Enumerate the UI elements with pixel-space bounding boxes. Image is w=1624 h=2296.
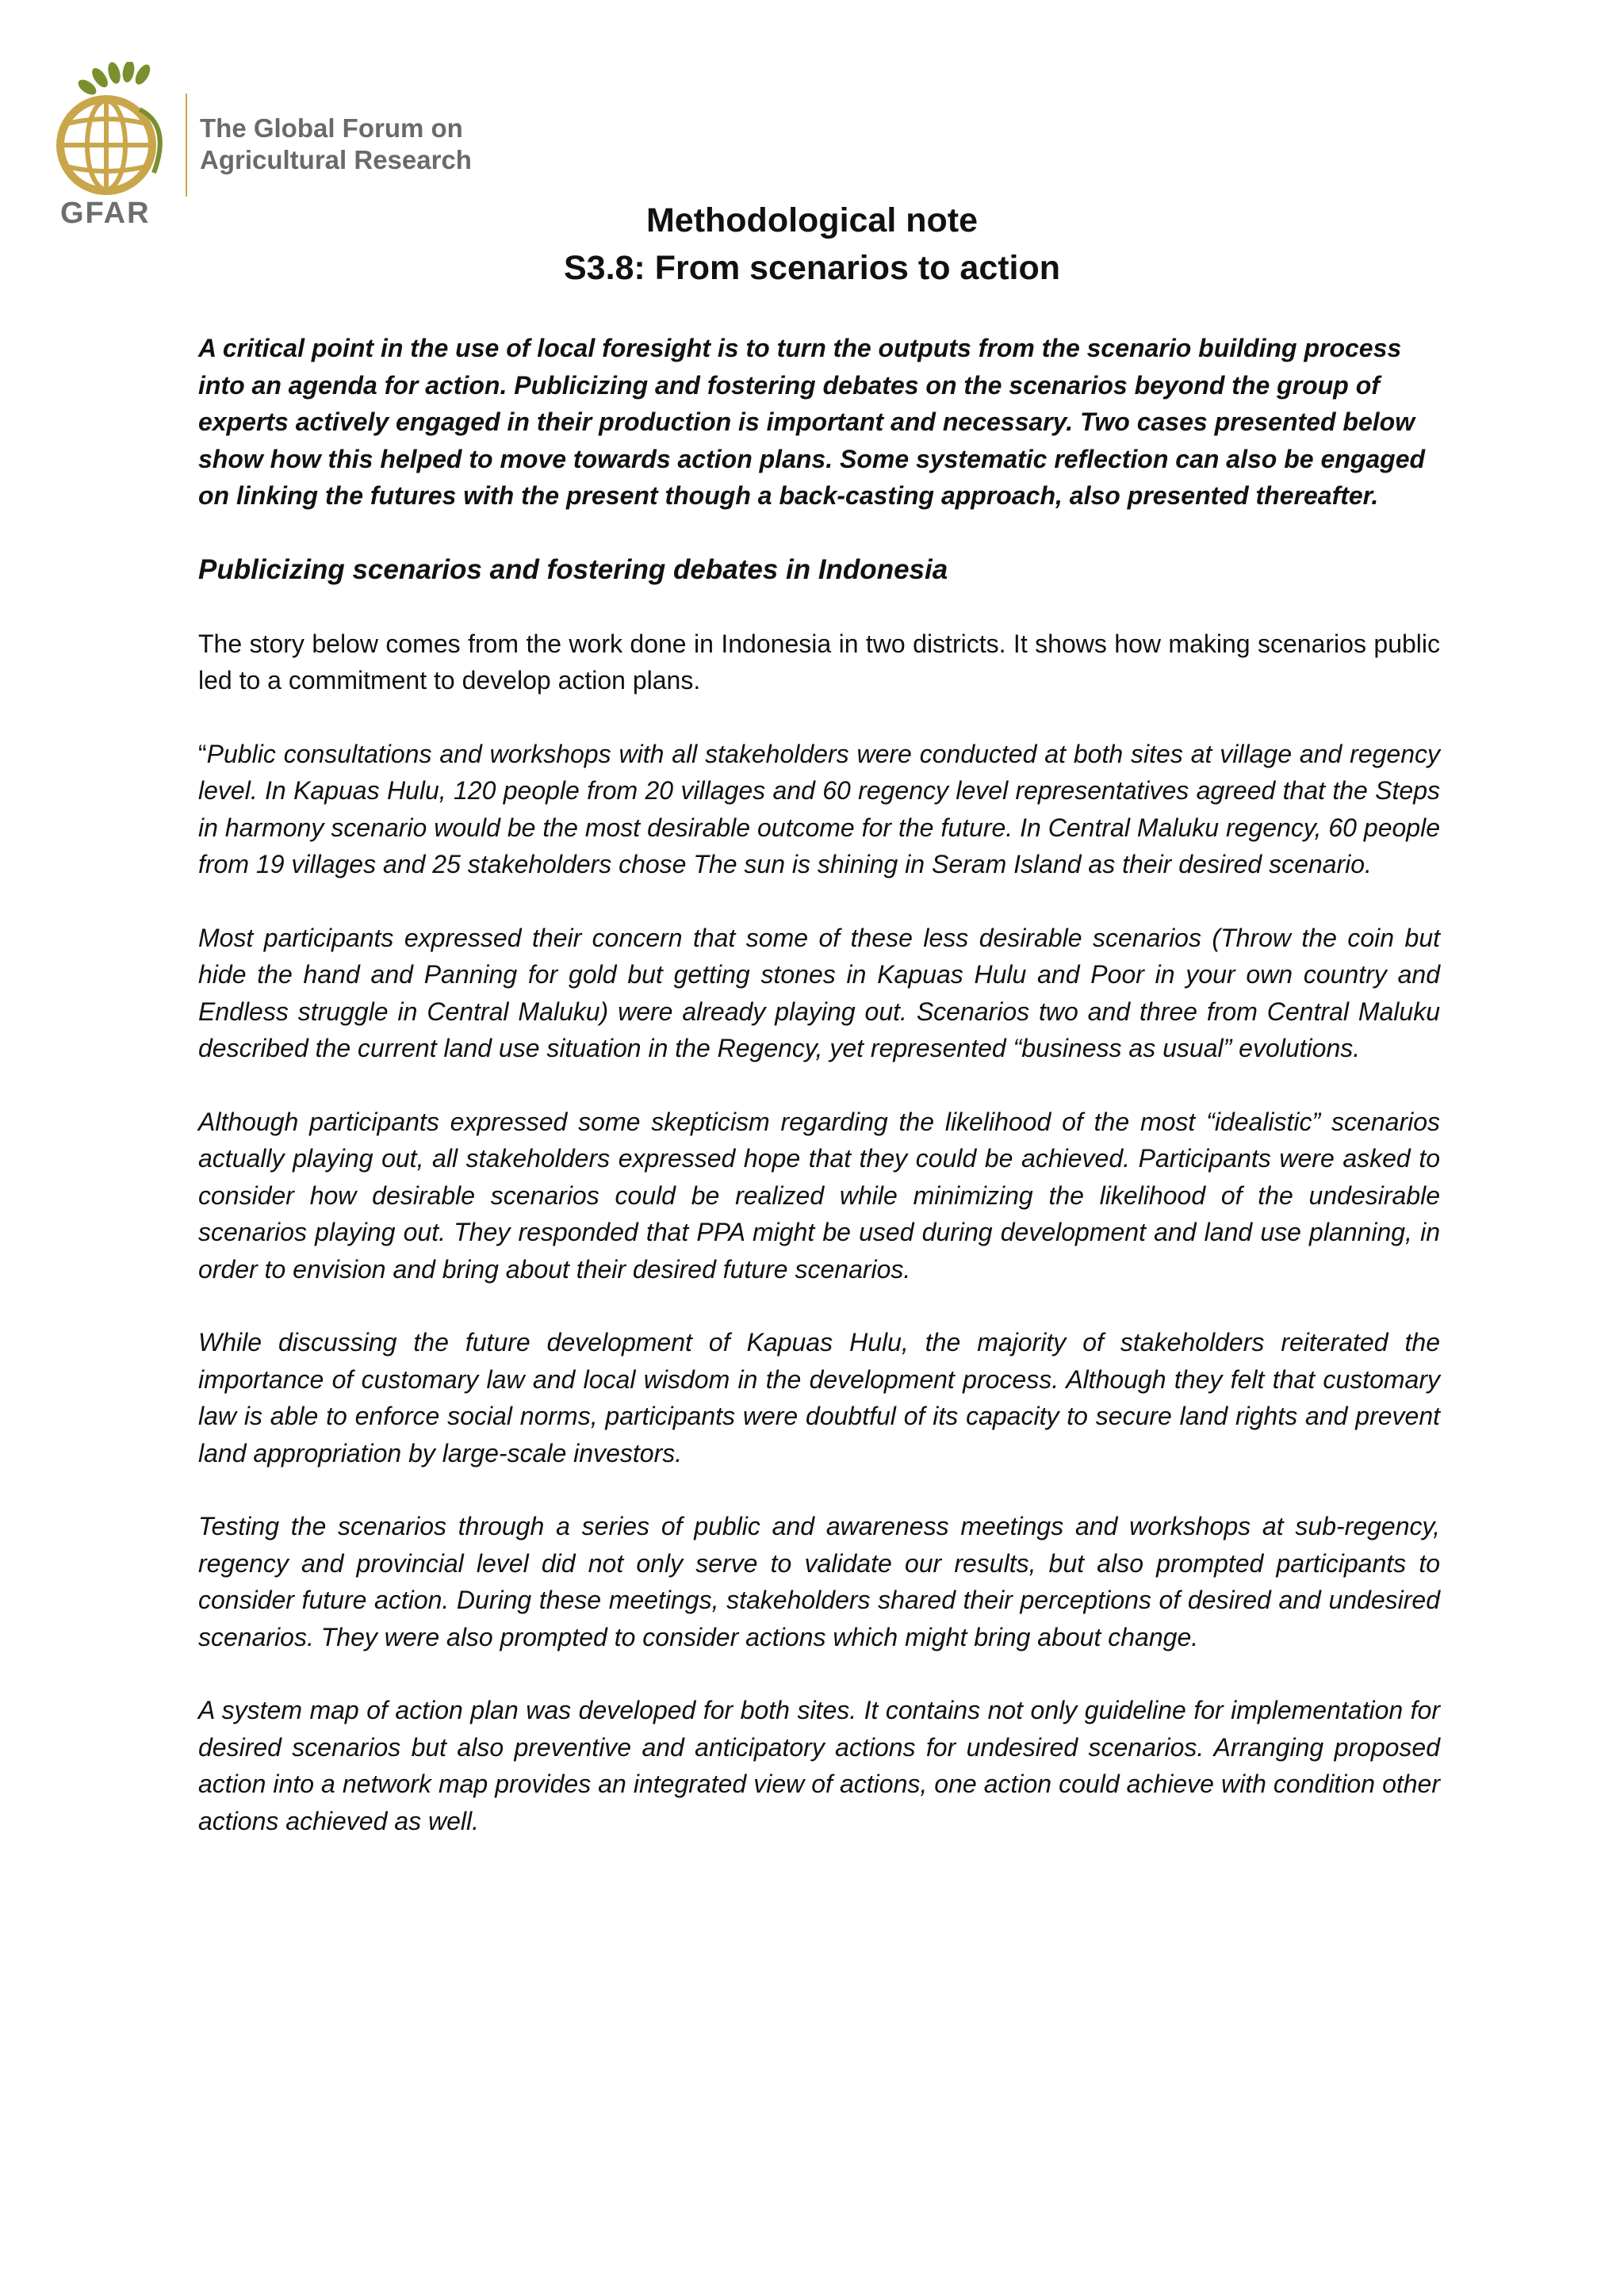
title-line1: Methodological note (645, 201, 979, 239)
document-title (0, 197, 1624, 292)
abstract-paragraph: A critical point in the use of local foresight is to turn the outputs from the scenario building process into an agenda for action. Publicizing and fostering debates on the scenarios beyond the group of experts actively engaged in their production is important and necessary. Two cases presented below show how this helped to move towards action plans. Some systematic reflection can also be engaged on linking the futures with the present though a back-casting approach, also presented thereafter. (198, 334, 1426, 510)
body-paragraph: Testing the scenarios through a series of public and awareness meetings and workshops at sub-regency, regency and provincial level did not only serve to validate our results, but also prompted participants to consider future action. During these meetings, stakeholders shared their perceptions of desired and undesired scenarios. They were also prompted to consider actions which might bring about change. (198, 1512, 1440, 1651)
opening-quote-mark: “ (198, 739, 207, 768)
logo-organization-name (200, 113, 472, 176)
body-paragraph: While discussing the future development of Kapuas Hulu, the majority of stakeholders reiterated the importance of customary law and local wisdom in the development process. Although they felt that customary law is able to enforce social norms, participants were doubtful of its capacity to secure land rights and prevent land appropriation by large-scale investors. (198, 1328, 1440, 1468)
logo-divider (186, 94, 187, 197)
title-line2: S3.8: From scenarios to action (563, 249, 1061, 287)
body-paragraph: Most participants expressed their concern that some of these less desirable scenarios (Throw the coin but hide the hand and Panning for gold but getting stones in Kapuas Hulu and Poor in your own country and Endless struggle in Central Maluku) were already playing out. Scenarios two and three from Central Maluku described the current land use situation in the Regency, yet represented “business as usual” evolutions. (198, 923, 1440, 1062)
intro-paragraph: The story below comes from the work done in Indonesia in two districts. It shows how making scenarios public led to a commitment to develop action plans. (198, 629, 1440, 695)
logo-name-line1: The Global Forum on (200, 113, 463, 143)
logo-acronym: GFAR (60, 197, 151, 230)
section-heading: Publicizing scenarios and fostering debates in Indonesia (198, 553, 948, 585)
quote-text: Public consultations and workshops with all stakeholders were conducted at both sites at village and regency level. In Kapuas Hulu, 120 people from 20 villages and 60 regency level representatives agreed that the Steps in harmony scenario would be the most desirable outcome for the future. In Central Maluku regency, 60 people from 19 villages and 25 stakeholders chose The sun is shining in Seram Island as their desired scenario. (198, 739, 1440, 878)
logo-name-line2: Agricultural Research (200, 145, 472, 174)
globe-wheat-icon (52, 62, 179, 212)
quote-paragraph (198, 736, 1440, 883)
body-paragraph: Although participants expressed some skepticism regarding the likelihood of the most “idealistic” scenarios actually playing out, all stakeholders expressed hope that they could be achieved. Participants were asked to consider how desirable scenarios could be realized while minimizing the likelihood of the undesirable scenarios playing out. They responded that PPA might be used during development and land use planning, in order to envision and bring about their desired future scenarios. (198, 1107, 1440, 1284)
document-body (198, 330, 1440, 1876)
body-paragraph: A system map of action plan was developed for both sites. It contains not only guideline for implementation for desired scenarios but also preventive and anticipatory actions for undesired scenarios. Arranging proposed action into a network map provides an integrated view of actions, one action could achieve with condition other actions achieved as well. (198, 1696, 1440, 1835)
